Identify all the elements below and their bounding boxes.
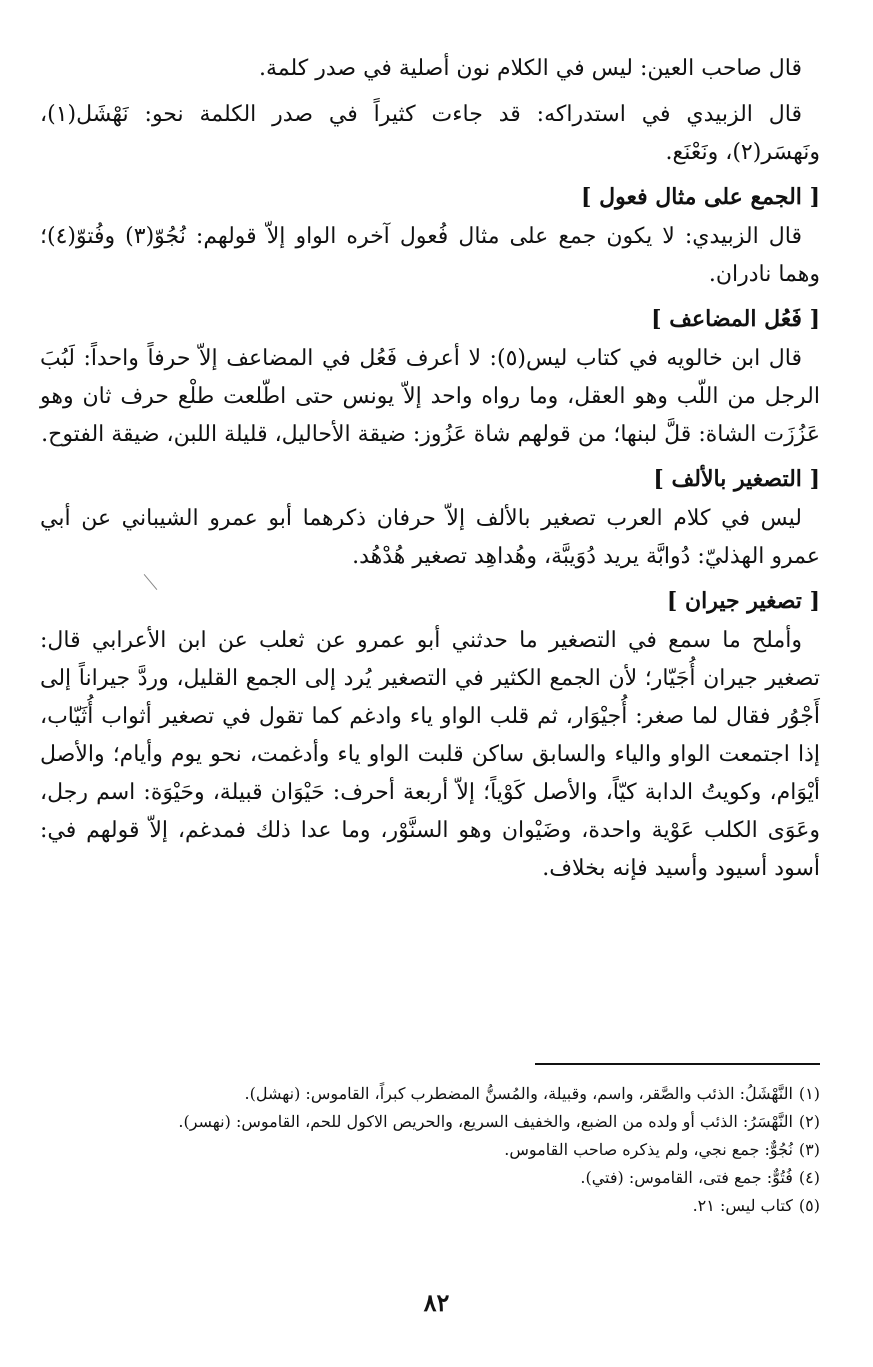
- page-number: ٨٢: [423, 1288, 450, 1317]
- footnote-item: (٥)كتاب ليس: ٢١.: [692, 1196, 820, 1215]
- paragraph: ليس في كلام العرب تصغير بالألف إلاّ حرفان ذكرهما أبو عمرو الشيباني عن أبي عمرو الهذليّ: دُوابَّة يريد دُوَيبَّة، وهُداهِد تصغير هُدْهُد.: [40, 506, 820, 569]
- footnote-item: (١)النَّهْشَلُ: الذئب والصَّقر، واسم، وقبيلة، والمُسنُّ المضطرب كبراً، القاموس: (نهشل).: [244, 1084, 820, 1103]
- page-body: [40, 50, 820, 896]
- paragraph: قال الزبيدي في استدراكه: قد جاءت كثيراً في صدر الكلمة نحو: نَهْشَل(١)، ونَهسَر(٢)، ونَعْنَع.: [40, 102, 820, 165]
- footnote-item: (٢)النَّهْسَرُ: الذئب أو ولده من الضبع، والخفيف السريع، والحريص الاكول للحم، القاموس: (نهسر).: [178, 1112, 820, 1131]
- section-heading: [ التصغير بالألف ]: [653, 466, 820, 492]
- footnote-item: (٣)نُجُوٌّ: جمع نجي، ولم يذكره صاحب القاموس.: [504, 1140, 820, 1159]
- paragraph: قال الزبيدي: لا يكون جمع على مثال فُعول آخره الواو إلاّ قولهم: نُجُوّ(٣) وفُتوّ(٤)؛ وهما نادران.: [40, 224, 820, 287]
- paragraph: قال صاحب العين: ليس في الكلام نون أصلية في صدر كلمة.: [258, 56, 802, 81]
- footnotes: [60, 1080, 820, 1220]
- paragraph: وأملح ما سمع في التصغير ما حدثني أبو عمرو عن ثعلب عن ابن الأعرابي قال: تصغير جيران أُجَيّار؛ لأن الجمع الكثير في التصغير يُرد إلى الجمع القليل، وردَّ جيراناً إلى أَجْوُر فقال لما صغر: أُجيْوَار، ثم قلب الواو ياء وادغم كما تقول في تصغير أثواب أُثَيّاب، إذا اجتمعت الواو والياء والسابق ساكن قلبت الواو ياء وأدغمت، نحو يوم وأيام؛ والأصل أيْوَام، وكويتُ الدابة كيّاً، والأصل كَوْياً؛ إلاّ أربعة أحرف: حَيْوَان قبيلة، وحَيْوَة: اسم رجل، وعَوَى الكلب عَوْية واحدة، وضَيْوان وهو السنَّوْر، وما عدا ذلك فمدغم، إلاّ قولهم في: أسود أسيود وأسيد فإنه بخلاف.: [40, 628, 820, 881]
- footnote-separator: [535, 1063, 820, 1065]
- section-heading: [ الجمع على مثال فعول ]: [581, 184, 820, 210]
- section-heading: [ تصغير جيران ]: [666, 588, 820, 614]
- paragraph: قال ابن خالويه في كتاب ليس(٥): لا أعرف فَعُل في المضاعف إلاّ حرفاً واحداً: لَبُبَ الرجل من اللّب وهو العقل، وما رواه واحد إلاّ يونس حتى اطّلعت طلْع حرف ثان وهو عَزُزَت الشاة: قلَّ لبنها؛ من قولهم شاة عَزُوز: ضيقة الأحاليل، قليلة اللبن، ضيقة الفتوح.: [40, 346, 820, 447]
- section-heading: [ فَعُل المضاعف ]: [651, 306, 820, 332]
- footnote-item: (٤)فُتُوٌّ: جمع فتى، القاموس: (فتي).: [580, 1168, 820, 1187]
